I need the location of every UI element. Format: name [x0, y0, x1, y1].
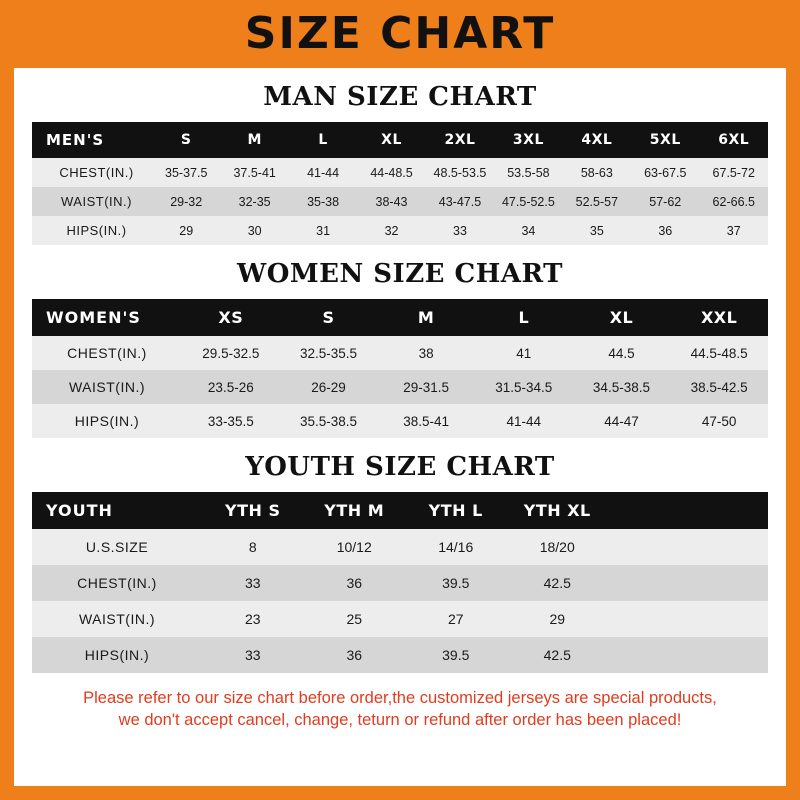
youth-header-label: YOUTH	[46, 501, 113, 520]
table-row	[32, 565, 768, 601]
cell: 37	[726, 223, 741, 238]
row-label: CHEST(IN.)	[77, 575, 157, 591]
table-row	[32, 637, 768, 673]
cell: 31	[316, 223, 331, 238]
row-label: HIPS(IN.)	[84, 647, 150, 663]
cell: 33	[244, 647, 261, 663]
cell: 33-35.5	[207, 413, 254, 429]
cell: 35	[589, 223, 604, 238]
youth-header-yth-xl: YTH XL	[523, 501, 591, 520]
cell: 32-35	[238, 194, 271, 209]
youth-header-spacer	[608, 492, 768, 529]
cell: 63-67.5	[644, 165, 687, 180]
cell: 10/12	[336, 539, 372, 555]
men-header-5xl: 5XL	[649, 132, 681, 148]
cell: 38.5-41	[403, 413, 450, 429]
footer-note-line-2: we don't accept cancel, change, teturn or refund after order has been placed!	[118, 711, 682, 730]
cell: 35-38	[307, 194, 340, 209]
women-table-header-row	[32, 299, 768, 336]
men-header-2xl: 2XL	[444, 132, 476, 148]
cell: 36	[658, 223, 673, 238]
cell: 62-66.5	[712, 194, 755, 209]
cell: 39.5	[442, 647, 470, 663]
cell: 67.5-72	[712, 165, 755, 180]
cell: 32	[384, 223, 399, 238]
men-header-label: MEN'S	[46, 131, 105, 149]
row-label: U.S.SIZE	[85, 539, 149, 555]
row-label: CHEST(IN.)	[59, 165, 134, 180]
men-header-3xl: 3XL	[512, 132, 544, 148]
cell: 29-31.5	[403, 379, 450, 395]
cell: 57-62	[649, 194, 682, 209]
row-label: HIPS(IN.)	[74, 413, 140, 429]
cell-spacer	[608, 601, 768, 637]
youth-table-header-row	[32, 492, 768, 529]
men-size-table	[32, 122, 768, 245]
footer-note	[14, 673, 786, 732]
cell: 47-50	[701, 413, 737, 429]
cell: 26-29	[311, 379, 346, 395]
cell: 53.5-58	[507, 165, 550, 180]
cell: 43-47.5	[438, 194, 482, 209]
youth-section-title: YOUTH SIZE CHART	[245, 452, 555, 482]
men-header-4xl: 4XL	[581, 132, 613, 148]
cell: 23.5-26	[207, 379, 254, 395]
cell: 42.5	[543, 647, 571, 663]
cell: 38.5-42.5	[690, 379, 748, 395]
cell: 25	[346, 611, 363, 627]
women-header-label: WOMEN'S	[46, 308, 141, 327]
table-row	[32, 529, 768, 565]
table-row	[32, 187, 768, 216]
table-row	[32, 158, 768, 187]
cell: 44.5-48.5	[690, 345, 748, 361]
cell: 32.5-35.5	[299, 345, 357, 361]
youth-size-table	[32, 492, 768, 673]
cell: 36	[346, 647, 363, 663]
row-label: WAIST(IN.)	[68, 379, 146, 395]
women-header-s: S	[322, 308, 335, 327]
cell: 8	[248, 539, 257, 555]
cell: 44-47	[604, 413, 639, 429]
men-section-title: MAN SIZE CHART	[263, 82, 537, 112]
men-section	[14, 82, 786, 245]
banner	[0, 0, 800, 68]
cell: 39.5	[442, 575, 470, 591]
cell: 29	[549, 611, 566, 627]
women-size-table	[32, 299, 768, 438]
table-row	[32, 404, 768, 438]
cell: 30	[247, 223, 262, 238]
bottom-accent-bar	[0, 786, 800, 800]
youth-section	[14, 452, 786, 673]
cell: 38-43	[375, 194, 408, 209]
cell: 36	[346, 575, 363, 591]
cell: 27	[447, 611, 464, 627]
cell: 38	[418, 345, 434, 361]
cell: 31.5-34.5	[495, 379, 553, 395]
table-row	[32, 370, 768, 404]
youth-header-yth-s: YTH S	[225, 501, 281, 520]
cell: 42.5	[543, 575, 571, 591]
cell: 44.5	[608, 345, 635, 361]
cell: 35-37.5	[165, 165, 208, 180]
men-header-l: L	[318, 132, 328, 148]
table-row	[32, 601, 768, 637]
cell: 41-44	[506, 413, 542, 429]
cell: 33	[453, 223, 467, 238]
cell: 48.5-53.5	[433, 165, 487, 180]
women-section	[14, 259, 786, 438]
row-label: WAIST(IN.)	[61, 194, 132, 209]
cell-spacer	[608, 637, 768, 673]
table-row	[32, 216, 768, 245]
cell: 52.5-57	[575, 194, 619, 209]
cell: 34	[521, 223, 536, 238]
cell: 35.5-38.5	[299, 413, 357, 429]
women-header-m: M	[417, 308, 435, 327]
men-header-m: M	[247, 132, 262, 148]
youth-header-yth-l: YTH L	[428, 501, 483, 520]
cell: 29-32	[170, 194, 203, 209]
men-header-s: S	[180, 132, 192, 148]
row-label: WAIST(IN.)	[78, 611, 156, 627]
table-row	[32, 336, 768, 370]
cell: 29	[179, 223, 194, 238]
cell: 37.5-41	[233, 165, 276, 180]
cell: 23	[244, 611, 261, 627]
men-table-header-row	[32, 122, 768, 158]
cell-spacer	[608, 529, 768, 565]
page-title: SIZE CHART	[244, 8, 556, 59]
cell: 41	[516, 345, 532, 361]
cell: 14/16	[438, 539, 474, 555]
women-header-xs: XS	[218, 308, 244, 327]
cell: 47.5-52.5	[501, 194, 555, 209]
women-header-l: L	[518, 308, 530, 327]
row-label: HIPS(IN.)	[66, 223, 127, 238]
women-section-title: WOMEN SIZE CHART	[237, 259, 563, 289]
cell: 34.5-38.5	[592, 379, 650, 395]
cell: 33	[244, 575, 261, 591]
youth-header-yth-m: YTH M	[324, 501, 385, 520]
cell: 29.5-32.5	[202, 345, 260, 361]
women-header-xl: XL	[609, 308, 634, 327]
cell-spacer	[608, 565, 768, 601]
cell: 41-44	[307, 165, 340, 180]
cell: 58-63	[580, 165, 613, 180]
men-header-6xl: 6XL	[718, 132, 750, 148]
men-header-xl: XL	[381, 132, 402, 148]
row-label: CHEST(IN.)	[67, 345, 147, 361]
footer-note-line-1: Please refer to our size chart before order,the customized jerseys are special products,	[83, 689, 717, 707]
cell: 18/20	[539, 539, 575, 555]
women-header-xxl: XXL	[700, 308, 738, 327]
cell: 44-48.5	[370, 165, 413, 180]
